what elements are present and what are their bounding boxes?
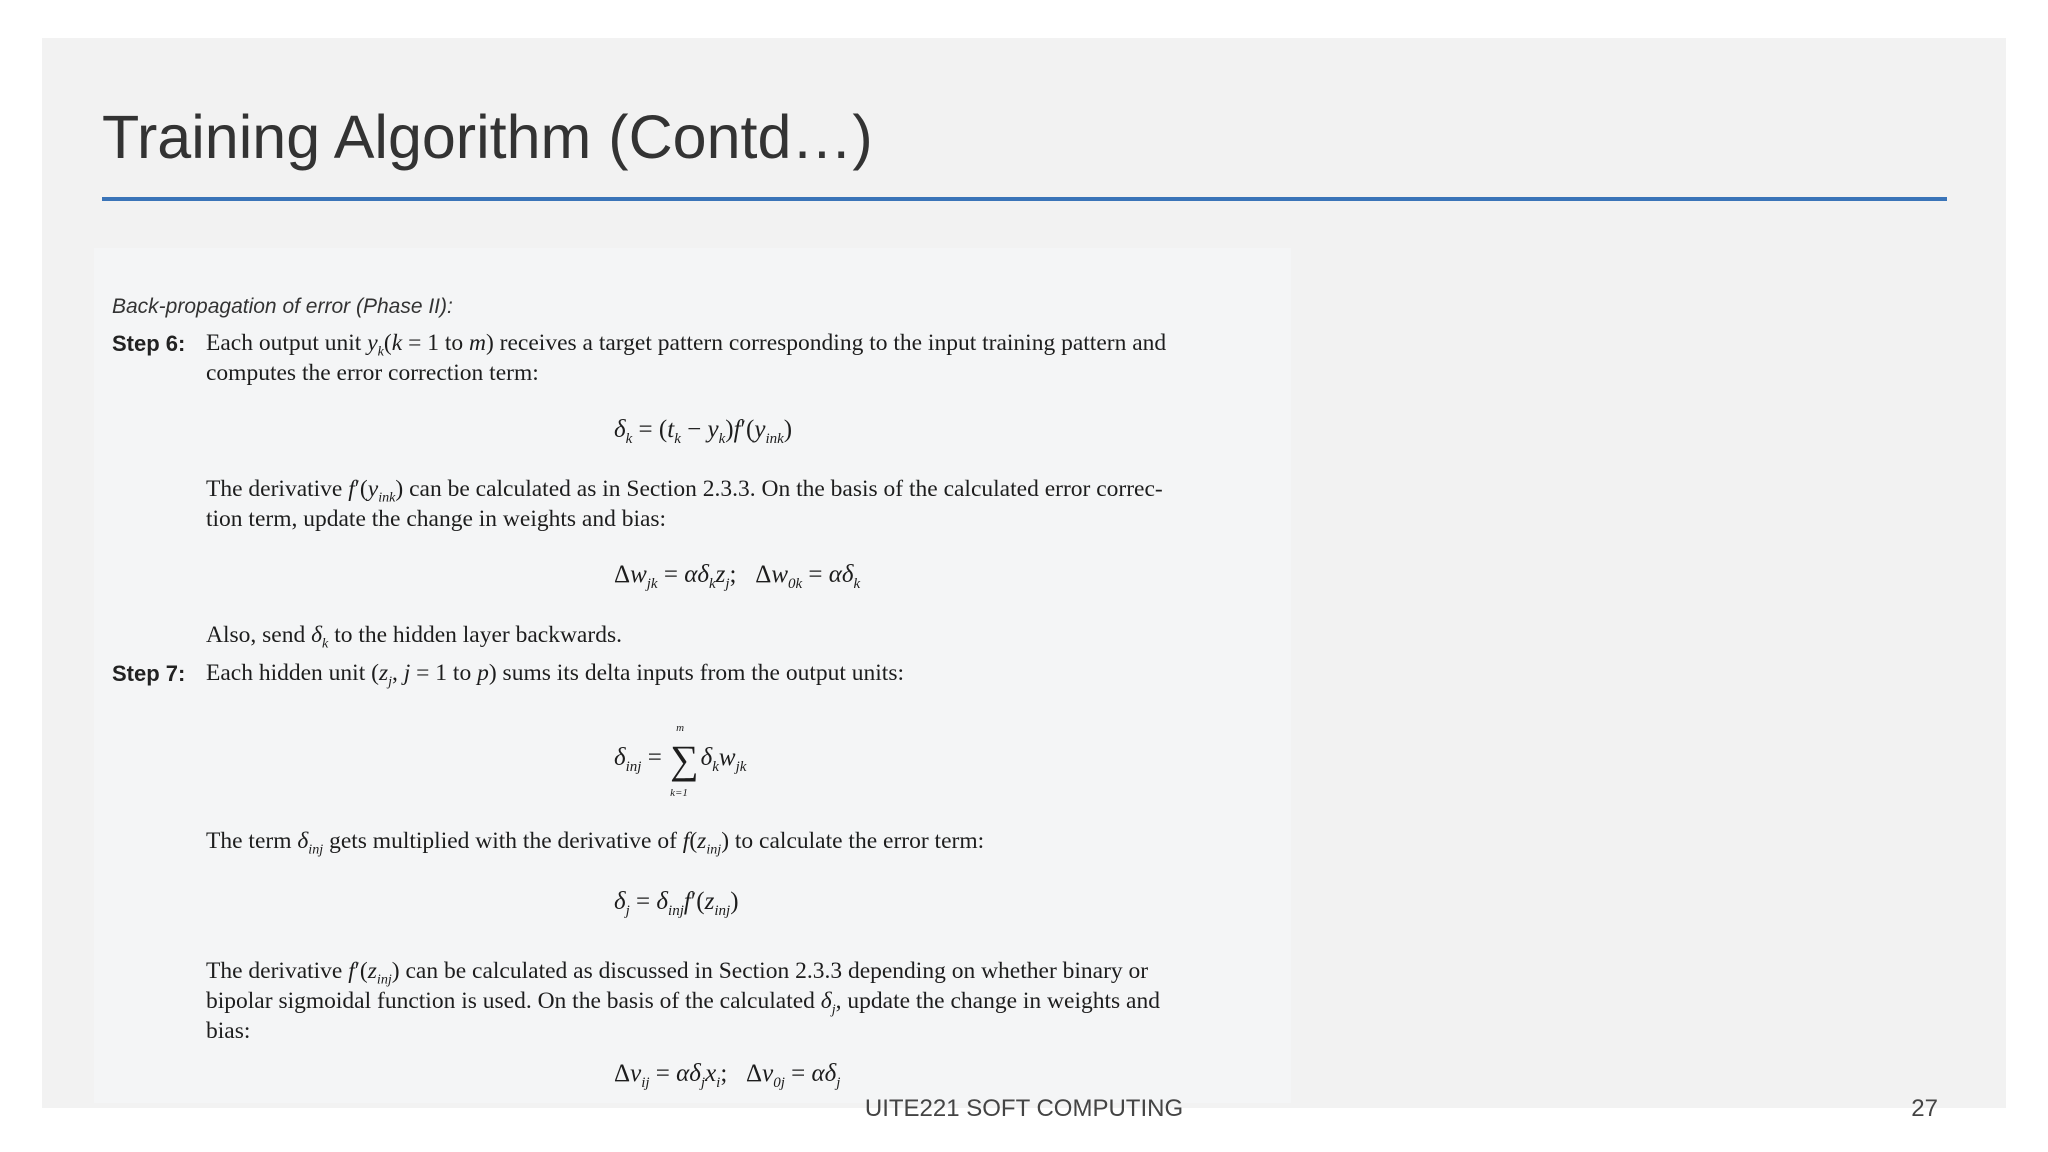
step7-para3-line3: bias: <box>206 1018 251 1044</box>
title-underline <box>102 197 1947 201</box>
step6-para2-line1: The derivative $f'(y_{ink})$ can be calculated as in Section 2.3.3. On the basis of the calculated error correc- <box>206 476 1163 506</box>
step6-para2-line2: tion term, update the change in weights and bias: <box>206 506 667 532</box>
equation-weight-update-v: $\Delta v_{ij} = \alpha\delta_jx_i$; $\Delta v_{0j} = \alpha\delta_j$ <box>614 1060 841 1091</box>
textbook-excerpt-image <box>94 248 1291 1103</box>
slide-title: Training Algorithm (Contd…) <box>102 103 873 171</box>
equation-delta-inj: $\delta_{inj}$ = ∑ m k=1 $\delta_kw_{jk}$ <box>614 722 747 799</box>
step7-term-line: The term $\delta_{inj}$ gets multiplied with the derivative of $f(z_{inj})$ to calculate the error term: <box>206 828 985 858</box>
step6-line2: computes the error correction term: <box>206 360 539 386</box>
step6-label: Step 6: <box>112 331 186 356</box>
step7-line1: Each hidden unit ($z_j$, j = 1 to p) sums its delta inputs from the output units: <box>206 660 904 690</box>
slide-number: 27 <box>1911 1095 1938 1122</box>
step6-also-line: Also, send $\delta_k$ to the hidden layer backwards. <box>206 622 622 652</box>
equation-weight-update-w: $\Delta w_{jk} = \alpha\delta_kz_j$; $\Delta w_{0k} = \alpha\delta_k$ <box>614 561 861 592</box>
step7-label: Step 7: <box>112 661 186 686</box>
equation-delta-k: $\delta_k = (t_k - y_k)f'(y_{ink})$ <box>614 416 793 447</box>
step6-line1: Each output unit $y_k(k = 1$ to m) receives a target pattern corresponding to the input training pattern and <box>206 330 1167 360</box>
phase-heading: Back-propagation of error (Phase II): <box>112 295 453 318</box>
equation-delta-j: $\delta_j = \delta_{inj}f'(z_{inj})$ <box>614 888 739 919</box>
footer-course-title: UITE221 SOFT COMPUTING <box>864 1095 1184 1122</box>
slide <box>42 38 2006 1122</box>
step7-para3-line2: bipolar sigmoidal function is used. On the basis of the calculated $\delta_j$, update the change in weights and <box>206 988 1160 1018</box>
step7-para3-line1: The derivative $f'(z_{inj})$ can be calculated as discussed in Section 2.3.3 depending on whether binary or <box>206 958 1149 988</box>
